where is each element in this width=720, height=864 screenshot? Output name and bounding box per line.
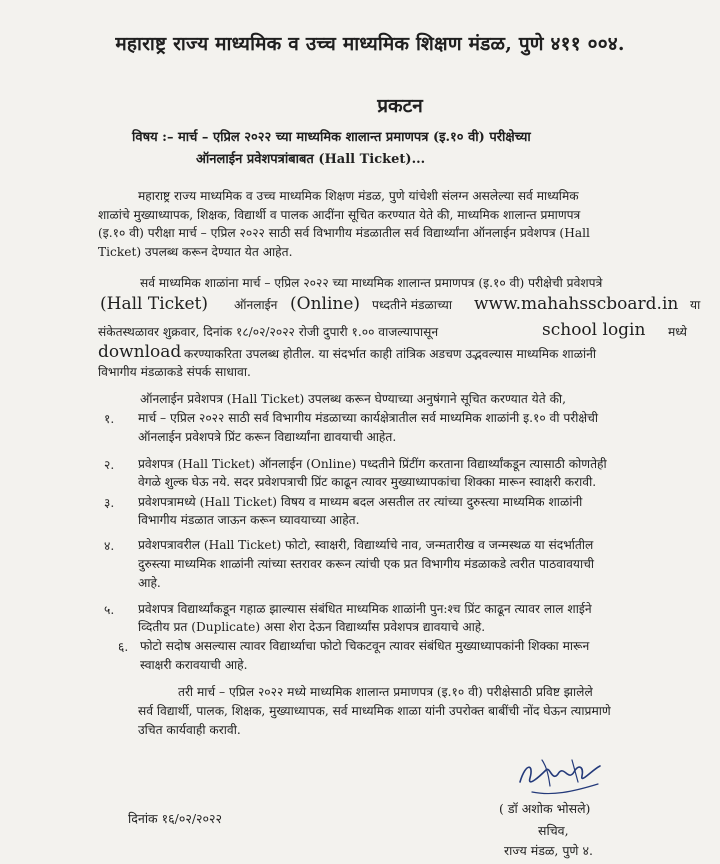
item-6-number: ६. [118,640,129,654]
para2-online-marathi: ऑनलाईन [234,298,278,312]
item-3-line-1: प्रवेशपत्रामध्ये (Hall Ticket) विषय व माध्यम बदल असतील तर त्यांच्या दुरुस्त्या माध्यमिक शाळांनी [138,495,583,509]
subject-line-2: ऑनलाईन प्रवेशपत्रांबाबत (Hall Ticket)... [196,152,426,167]
para1-line-4: Ticket) उपलब्ध करून देण्यात येत आहेत. [98,245,293,259]
para2-line-5: विभागीय मंडळाकडे संपर्क साधावा. [98,365,251,379]
closing-line-1: तरी मार्च – एप्रिल २०२२ मध्ये माध्यमिक शालान्त प्रमाणपत्र (इ.१० वी) परीक्षेसाठी प्रविष्ट झालेले [178,685,593,699]
item-1-line-1: मार्च – एप्रिल २०२२ साठी सर्व विभागीय मंडळाच्या कार्यक्षेत्रातील सर्व माध्यमिक शाळांनी इ.१० वी परीक्षेची [138,411,599,425]
item-5-line-1: प्रवेशपत्र विद्यार्थ्यांकडून गहाळ झाल्यास संबंधित माध्यमिक शाळांनी पुन:श्च प्रिंट काढून त्यावर लाल शाईने [138,602,592,616]
para2-line-4: करण्याकरिता उपलब्ध होतील. या संदर्भात काही तांत्रिक अडचण उद्भवल्यास माध्यमिक शाळांनी [184,347,597,361]
para2-school-login: school login [542,320,646,340]
para2-online: (Online) [290,294,361,314]
para2-website: www.mahahsscboard.in [474,294,679,314]
signature-mark [512,752,608,802]
subject-line-1: विषय :– मार्च – एप्रिल २०२२ च्या माध्यमिक शालान्त प्रमाणपत्र (इ.१० वी) परीक्षेच्या [132,130,531,145]
item-5-line-2: व्दितीय प्रत (Duplicate) असा शेरा देऊन विद्यार्थ्यांस प्रवेशपत्र द्यावयाचे आहे. [138,620,486,634]
para1-line-2: शाळांचे मुख्याध्यापक, शिक्षक, विद्यार्थी व पालक आदींना सूचित करण्यात येते की, माध्यमिक शालान्त प्रमाणपत्र [98,208,581,222]
para2-line-3: संकेतस्थळावर शुक्रवार, दिनांक १८/०२/२०२२ रोजी दुपारी १.०० वाजल्यापासून [98,325,439,339]
para2-ya: या [690,298,701,312]
signatory-name: ( डॉ अशोक भोसले) [499,801,591,816]
para2-hall-ticket: (Hall Ticket) [100,294,208,314]
item-3-line-2: विभागीय मंडळात जाऊन करून घ्यावयाच्या आहेत. [138,513,360,527]
signatory-designation: सचिव, [538,823,569,838]
closing-line-3: उचित कार्यवाही करावी. [138,723,241,737]
item-4-line-1: प्रवेशपत्रावरील (Hall Ticket) फोटो, स्वाक्षरी, विद्यार्थ्याचे नाव, जन्मतारीख व जन्मस्थळ या संदर्भातील [138,538,594,552]
para2-line-1: सर्व माध्यमिक शाळांना मार्च – एप्रिल २०२२ च्या माध्यमिक शालान्त प्रमाणपत्र (इ.१० वी) परीक्षेची प्रवेशपत्रे [140,276,603,290]
closing-line-2: सर्व विद्यार्थी, पालक, शिक्षक, मुख्याध्यापक, सर्व माध्यमिक शाळा यांनी उपरोक्त बाबींची नोंद घेऊन त्याप्रमाणे [138,704,611,718]
item-2-number: २. [104,458,115,472]
item-4-number: ४. [104,539,115,553]
item-3-number: ३. [104,496,115,510]
item-5-number: ५. [104,603,115,617]
issue-date: दिनांक १६/०२/२०२२ [128,811,223,826]
item-4-line-3: आहे. [138,576,161,590]
para2-method: पध्दतीने मंडळाच्या [372,298,452,312]
item-1-line-2: ऑनलाईन प्रवेशपत्रे प्रिंट करून विद्यार्थ्यांना द्यावयाची आहेत. [138,430,397,444]
para1-line-1: महाराष्ट्र राज्य माध्यमिक व उच्च माध्यमिक शिक्षण मंडळ, पुणे यांचेशी संलग्न असलेल्या सर्व माध्यमिक [138,189,579,203]
instructions-intro: ऑनलाईन प्रवेशपत्र (Hall Ticket) उपलब्ध करून घेण्याच्या अनुषंगाने सूचित करण्यात येते की, [140,392,566,406]
item-4-line-2: दुरुस्त्या माध्यमिक शाळांनी त्यांच्या स्तरावर करून त्यांची एक प्रत विभागीय मंडळाकडे त्वरीत पाठवावयाची [138,557,594,571]
notice-title: प्रकटन [377,95,423,117]
signatory-office: राज्य मंडळ, पुणे ४. [504,843,593,858]
item-2-line-2: वेगळे शुल्क घेऊ नये. सदर प्रवेशपत्राची प्रिंट काढून त्यावर मुख्याध्यापकांचा शिक्का मारून स्वाक्षरी करावी. [138,475,597,489]
para2-download: download [98,342,182,362]
organization-header: महाराष्ट्र राज्य माध्यमिक व उच्च माध्यमिक शिक्षण मंडळ, पुणे ४११ ००४. [115,33,625,55]
para1-line-3: (इ.१० वी) परीक्षा मार्च – एप्रिल २०२२ साठी सर्व विभागीय मंडळातील सर्व विद्यार्थ्यांना ऑनलाईन प्रवेशपत्र (Hall [98,226,590,240]
item-6-line-2: स्वाक्षरी करावयाची आहे. [140,658,248,672]
item-2-line-1: प्रवेशपत्र (Hall Ticket) ऑनलाईन (Online) पध्दतीने प्रिंटींग करताना विद्यार्थ्यांकडून त्यासाठी कोणतेही [138,457,607,471]
item-1-number: १. [104,412,115,426]
item-6-line-1: फोटो सदोष असल्यास त्यावर विद्यार्थ्याचा फोटो चिकटवून त्यावर संबंधित मुख्याध्यापकांनी शिक्का मारून [140,639,590,653]
para2-madhye: मध्ये [668,325,687,339]
